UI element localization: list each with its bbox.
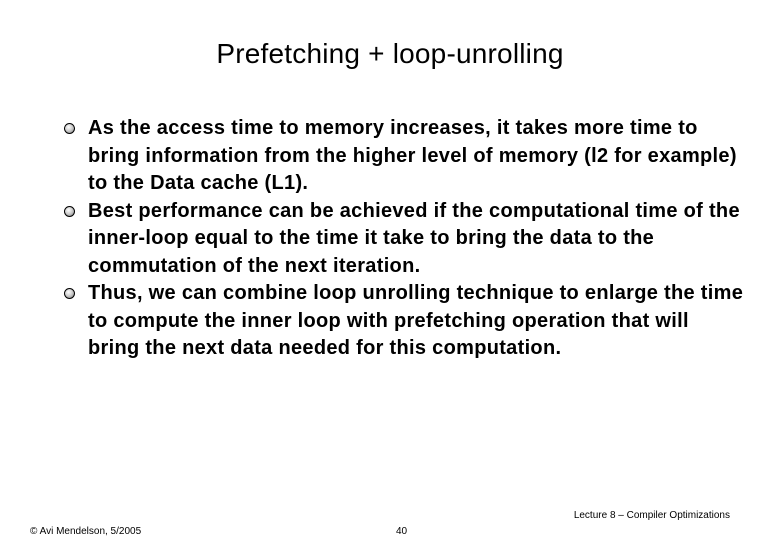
bullet-icon <box>64 123 75 134</box>
bullet-item <box>64 198 744 281</box>
bullet-text: Thus, we can combine loop unrolling technique to enlarge the time to compute the inner loop with prefetching operation that will bring the next data needed for this computation. <box>88 282 744 359</box>
page-number: 40 <box>396 526 408 537</box>
bullet-text: Best performance can be achieved if the computational time of the inner-loop equal to the time it take to bring the data to the commutation of the next iteration. <box>88 199 740 277</box>
slide-title: Prefetching + loop-unrolling <box>216 38 564 69</box>
bullet-list <box>64 115 744 363</box>
bullet-icon <box>64 206 75 217</box>
footer-lecture-title: Lecture 8 – Compiler Optimizations <box>573 510 730 521</box>
footer-copyright: © Avi Mendelson, 5/2005 <box>30 526 142 537</box>
bullet-icon <box>64 288 75 299</box>
bullet-text: As the access time to memory increases, it takes more time to bring information from the higher level of memory (l2 for example) to the Data cache (L1). <box>88 117 737 194</box>
bullet-item <box>64 280 744 363</box>
bullet-item <box>64 115 744 198</box>
